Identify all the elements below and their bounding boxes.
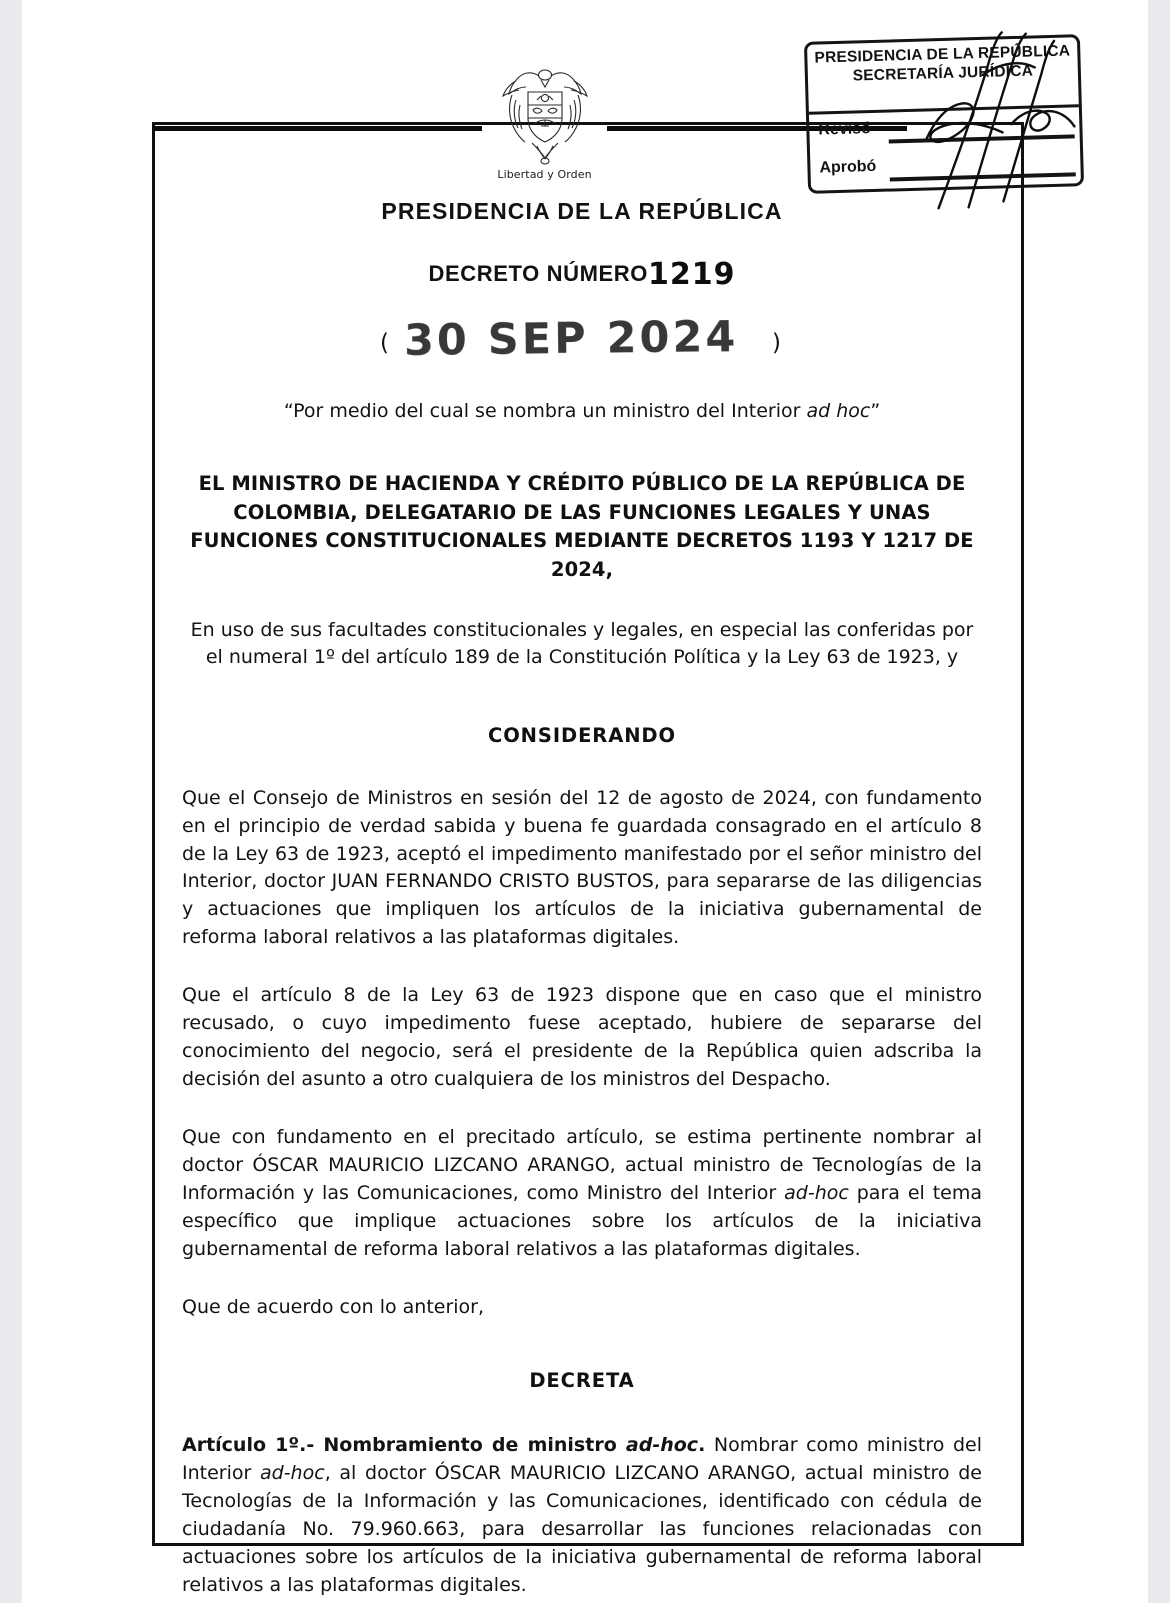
subtitle-before: “Por medio del cual se nombra un ministro del Interior (283, 400, 807, 422)
considerando-3-before: Que con fundamento en el precitado artículo, se estima pertinente nombrar al doctor ÓSCAR MAURICIO LIZCANO ARANGO, actual ministro de Tecnologías de la Información y las Comunicaciones, como Ministro del Interior (182, 1125, 982, 1204)
article-1-bold-label: Artículo 1º.- Nombramiento de ministro (182, 1434, 626, 1457)
paren-close: ) (772, 330, 781, 356)
page-gutter-right (1148, 0, 1170, 1603)
article-1-text-2: , al doctor ÓSCAR MAURICIO LIZCANO ARANGO, actual ministro de Tecnologías de la Información y las Comunicaciones, identificado con cédula de ciudadanía No. 79.960.663, para desarrollar las funciones relacionadas con actuaciones sobre los artículos de la iniciativa gubernamental de reforma laboral relativos a las plataformas digitales. (182, 1462, 982, 1597)
legal-faculties: En uso de sus facultades constitucionales y legales, en especial las conferidas por el numeral 1º del artículo 189 de la Constitución Política y la Ley 63 de 1923, y (190, 618, 974, 669)
decree-number-value: 1219 (647, 257, 736, 292)
header-rule-left (152, 126, 482, 131)
stamp-field-aprobo: Aprobó (819, 157, 877, 177)
article-1-italic-1: ad-hoc (260, 1462, 325, 1485)
decree-number-line (182, 257, 982, 292)
subtitle-italic: ad hoc (806, 400, 871, 422)
article-1-bold-italic: ad-hoc (625, 1434, 699, 1457)
coat-of-arms-emblem (482, 62, 607, 181)
coat-of-arms-icon (492, 62, 598, 166)
date-stamp: 30 SEP 2024 (403, 311, 739, 367)
stamp-title (812, 42, 1073, 87)
article-1-bold-period: . (698, 1434, 706, 1457)
emblem-motto: Libertad y Orden (497, 168, 592, 181)
decree-date-row (182, 311, 982, 384)
considerando-3-italic: ad-hoc (784, 1181, 849, 1204)
article-1-text-1: Nombrar como ministro del Interior (182, 1434, 982, 1485)
considerando-paragraph-1: Que el Consejo de Ministros en sesión del 12 de agosto de 2024, con fundamento en el principio de verdad sabida y buena fe guardada consagrado en el artículo 8 de la Ley 63 de 1923, aceptó el impedimento manifestado por el señor ministro del Interior, doctor JUAN FERNANDO CRISTO BUSTOS, para separarse de las diligencias y actuaciones que impliquen los artículos de la iniciativa gubernamental de reforma laboral relativos a las plataformas digitales. (182, 786, 982, 949)
decree-subtitle (182, 400, 982, 422)
article-1-paragraph (182, 1432, 982, 1600)
considerando-3-after: para el tema específico que implique actuaciones sobre los artículos de la iniciativa gubernamental de reforma laboral relativos a las plataformas digitales. (182, 1181, 982, 1260)
stamp-title-line-2: SECRETARÍA JURÍDICA (852, 62, 1034, 85)
considerando-paragraph-3 (182, 1124, 982, 1264)
article-1-label (182, 1434, 705, 1456)
stamp-field-reviso: Revisó (818, 120, 872, 139)
decree-label: DECRETO NÚMERO (428, 261, 648, 286)
closing-considerando: Que de acuerdo con lo anterior, (182, 1295, 485, 1318)
page-gutter-left (0, 0, 22, 1603)
considerando-paragraph-2: Que el artículo 8 de la Ley 63 de 1923 dispone que en caso que el ministro recusado, o cuyo impedimento fuese aceptado, hubiere de separarse del conocimiento del negocio, será el presidente de la República quien adscriba la decisión del asunto a otro cualquiera de los ministros del Despacho. (182, 984, 982, 1091)
paren-open: ( (380, 330, 389, 356)
stamp-title-line-1: PRESIDENCIA DE LA REPÚBLICA (814, 42, 1071, 67)
issuing-authority: EL MINISTRO DE HACIENDA Y CRÉDITO PÚBLICO DE LA REPÚBLICA DE COLOMBIA, DELEGATARIO DE LAS FUNCIONES LEGALES Y UNAS FUNCIONES CONSTITUCIONALES MEDIANTE DECRETOS 1193 Y 1217 DE 2024, (190, 472, 974, 581)
considerando-heading: CONSIDERANDO (487, 723, 676, 747)
page-title: PRESIDENCIA DE LA REPÚBLICA (381, 198, 783, 224)
official-stamp (804, 34, 1084, 194)
document-content (182, 198, 982, 1603)
subtitle-after: ” (870, 400, 881, 422)
decreta-heading: DECRETA (529, 1369, 635, 1393)
